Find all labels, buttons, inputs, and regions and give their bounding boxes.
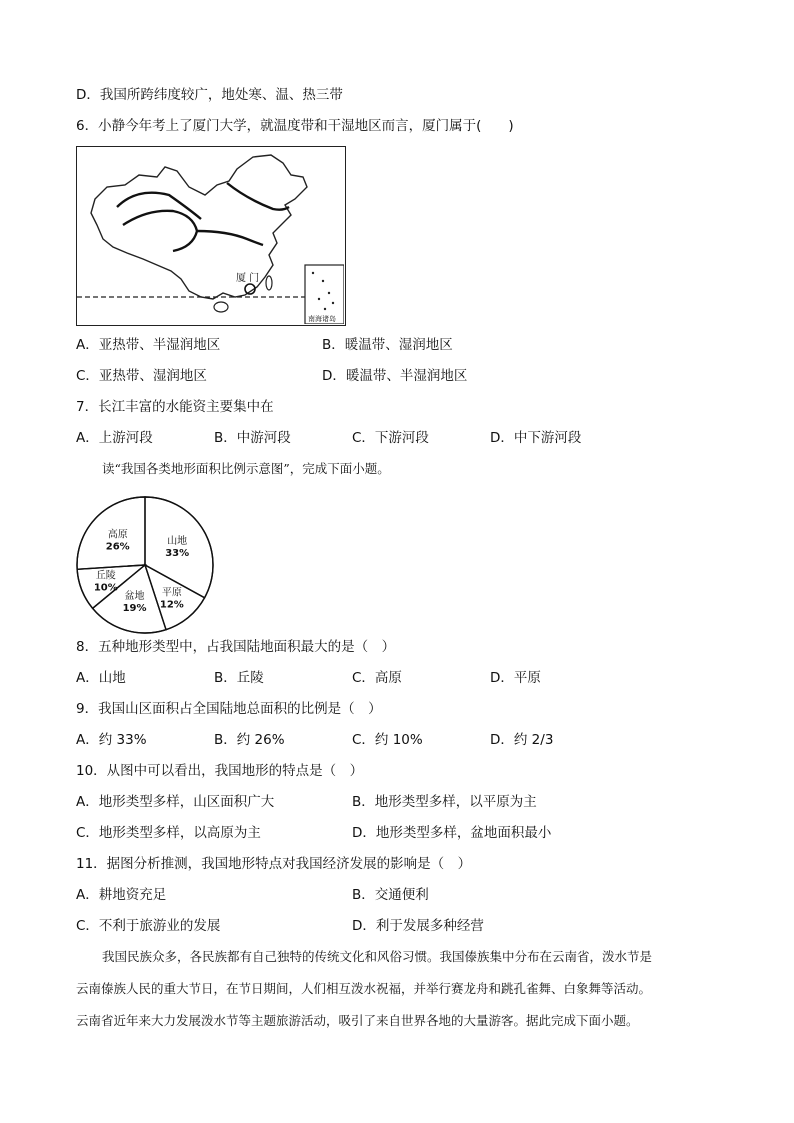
- q6-stem: 6．小静今年考上了厦门大学，就温度带和干湿地区而言，厦门属于( ): [76, 118, 514, 134]
- zone-line-northeast: [227, 183, 289, 210]
- pie-intro: 读“我国各类地形面积比例示意图”，完成下面小题。: [102, 461, 390, 476]
- pie-label-5: 高原: [107, 529, 128, 541]
- q7-option-b[interactable]: B．中游河段: [214, 430, 291, 446]
- q9-option-d[interactable]: D．约 2/3: [490, 732, 554, 748]
- q8-stem: 8．五种地形类型中，占我国陆地面积最大的是（ ）: [76, 639, 396, 655]
- pie-label-1: 山地: [167, 535, 188, 547]
- china-climate-map: [76, 146, 346, 326]
- q11-option-a[interactable]: A．耕地资充足: [76, 887, 167, 903]
- pie-label-2: 平原: [161, 587, 182, 599]
- passage-line-2: 云南傣族人民的重大节日，在节日期间，人们相互泼水祝福，并举行赛龙舟和跳孔雀舞、白象舞等活动。: [76, 981, 652, 996]
- q7-option-c[interactable]: C．下游河段: [352, 430, 429, 446]
- pie-value-1: 33%: [165, 547, 190, 559]
- pie-value-3: 19%: [122, 602, 147, 614]
- xiamen-label: 厦 门: [236, 273, 260, 284]
- q7-stem: 7．长江丰富的水能资主要集中在: [76, 399, 274, 415]
- q7-option-d[interactable]: D．中下游河段: [490, 430, 582, 446]
- q11-option-d[interactable]: D．利于发展多种经营: [352, 918, 484, 934]
- pie-value-4: 10%: [93, 582, 118, 594]
- pie-value-5: 26%: [105, 541, 130, 553]
- q10-option-c[interactable]: C．地形类型多样，以高原为主: [76, 825, 261, 841]
- q8-option-b[interactable]: B．丘陵: [214, 670, 264, 686]
- q10-option-a[interactable]: A．地形类型多样，山区面积广大: [76, 794, 275, 810]
- q9-option-a[interactable]: A．约 33%: [76, 732, 147, 748]
- pie-label-3: 盆地: [124, 590, 145, 602]
- q8-option-a[interactable]: A．山地: [76, 670, 126, 686]
- q5-option-d: D．我国所跨纬度较广，地处寒、温、热三带: [76, 87, 343, 103]
- q6-option-a[interactable]: A．亚热带、半湿润地区: [76, 337, 221, 353]
- pie-label-4: 丘陵: [95, 570, 116, 582]
- q6-option-b[interactable]: B．暖温带、湿润地区: [322, 337, 453, 353]
- q9-option-b[interactable]: B．约 26%: [214, 732, 285, 748]
- q7-option-a[interactable]: A．上游河段: [76, 430, 153, 446]
- q10-option-b[interactable]: B．地形类型多样，以平原为主: [352, 794, 537, 810]
- q8-option-c[interactable]: C．高原: [352, 670, 402, 686]
- q11-option-b[interactable]: B．交通便利: [352, 887, 429, 903]
- terrain-pie-chart: [70, 490, 220, 640]
- china-outline-figure: [77, 147, 344, 324]
- q10-stem: 10．从图中可以看出，我国地形的特点是（ ）: [76, 763, 364, 779]
- q9-option-c[interactable]: C．约 10%: [352, 732, 423, 748]
- passage-line-1: 我国民族众多，各民族都有自己独特的传统文化和风俗习惯。我国傣族集中分布在云南省，泼水节是: [102, 949, 653, 964]
- china-border: [91, 155, 307, 299]
- q10-option-d[interactable]: D．地形类型多样，盆地面积最小: [352, 825, 552, 841]
- zone-line-qinling: [197, 231, 263, 245]
- pie-value-2: 12%: [159, 599, 184, 611]
- q6-option-d[interactable]: D．暖温带、半湿润地区: [322, 368, 468, 384]
- q11-stem: 11．据图分析推测，我国地形特点对我国经济发展的影响是（ ）: [76, 856, 472, 872]
- passage-line-3: 云南省近年来大力发展泼水节等主题旅游活动，吸引了来自世界各地的大量游客。据此完成下面小题。: [76, 1013, 639, 1028]
- q11-option-c[interactable]: C．不利于旅游业的发展: [76, 918, 221, 934]
- zone-line-plateau: [123, 211, 197, 251]
- q8-option-d[interactable]: D．平原: [490, 670, 541, 686]
- q9-stem: 9．我国山区面积占全国陆地总面积的比例是（ ）: [76, 701, 382, 717]
- taiwan-island: [266, 276, 272, 290]
- zone-line-north: [117, 193, 201, 219]
- hainan-island: [214, 302, 228, 312]
- q6-option-c[interactable]: C．亚热带、湿润地区: [76, 368, 207, 384]
- south-china-sea-label: 南海诸岛: [308, 315, 336, 323]
